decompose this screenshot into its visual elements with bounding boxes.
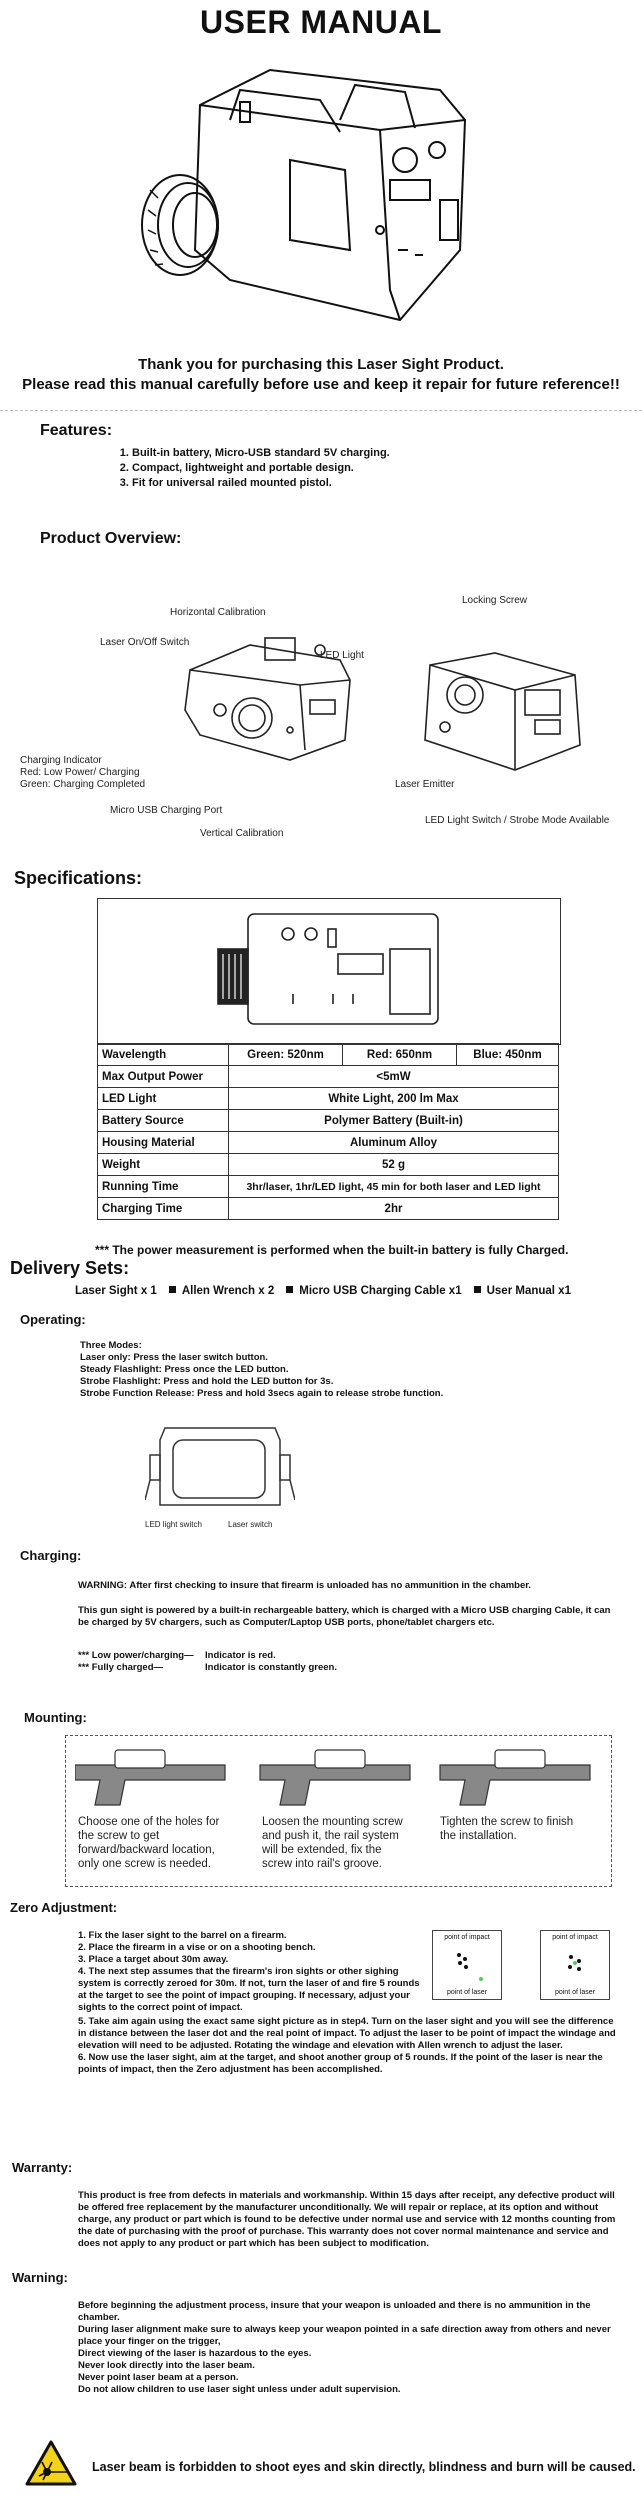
spec-row <box>98 1110 559 1132</box>
label-micro-usb-port: Micro USB Charging Port <box>110 805 223 816</box>
spec-row <box>98 1088 559 1110</box>
spec-label: Weight <box>98 1154 229 1176</box>
zero-step: 3. Place a target about 30m away. <box>78 1954 229 1965</box>
mounting-step-3: Tighten the screw to finish the installation. <box>440 1816 574 1842</box>
features-heading: Features: <box>40 422 113 439</box>
spec-image-frame <box>97 898 561 1045</box>
laser-dot <box>479 1977 483 1981</box>
warning-line: Never point laser beam at a person. <box>78 2372 239 2383</box>
features-list <box>118 446 390 491</box>
spec-row <box>98 1044 559 1066</box>
operating-line: Three Modes: <box>80 1340 142 1351</box>
mounting-step-1: Choose one of the holes for the screw to get forward/backward location, only one screw is needed. <box>78 1816 220 1870</box>
impact-dot <box>568 1965 572 1969</box>
label-led-switch: LED light switch <box>145 1520 202 1529</box>
warning-line: Never look directly into the laser beam. <box>78 2360 255 2371</box>
feature-item: 2. Compact, lightweight and portable design. <box>132 461 390 476</box>
warning-line: Do not allow children to use laser sight unless under adult supervision. <box>78 2384 401 2395</box>
impact-dot <box>464 1965 468 1969</box>
label-horizontal-calibration: Horizontal Calibration <box>170 607 266 618</box>
charging-body: This gun sight is powered by a built-in rechargeable battery, which is charged with a Micro USB charging Cable, it can be charged by 5V chargers, such as Computer/Laptop USB ports, phone/tablet chargers etc. <box>78 1605 611 1628</box>
spec-value: Green: 520nm <box>229 1044 343 1066</box>
bullet-square-icon <box>474 1286 481 1293</box>
impact-dot <box>457 1953 461 1957</box>
impact-dot <box>577 1959 581 1963</box>
intro-text <box>0 355 642 395</box>
laser-sight-illustration <box>140 50 510 335</box>
spec-value: Aluminum Alloy <box>229 1132 559 1154</box>
poi-label: point of impact <box>552 1934 598 1941</box>
intro-line-1: Thank you for purchasing this Laser Sight Product. <box>138 356 504 373</box>
charging-indicator-red: Red: Low Power/ Charging <box>20 767 140 778</box>
operating-line: Strobe Flashlight: Press and hold the LED button for 3s. <box>80 1376 334 1387</box>
charging-low-value: Indicator is red. <box>205 1650 276 1661</box>
charging-warning: WARNING: After first checking to insure that firearm is unloaded has no ammunition in the chamber. <box>78 1580 532 1591</box>
spec-value: Red: 650nm <box>343 1044 457 1066</box>
warning-line: Direct viewing of the laser is hazardous to the eyes. <box>78 2348 312 2359</box>
spec-label: Wavelength <box>98 1044 229 1066</box>
spec-label: Running Time <box>98 1176 229 1198</box>
label-led-light: LED Light <box>320 650 364 661</box>
zero-step: 6. Now use the laser sight, aim at the target, and shoot another group of 5 rounds. If the point of the laser is near the points of impact, then the Zero adjustment has been accomplished. <box>78 2052 603 2075</box>
laser-hazard-icon <box>25 2440 77 2486</box>
warning-line: Before beginning the adjustment process, insure that your weapon is unloaded and there is no ammunition in the chamber. <box>78 2300 591 2323</box>
spec-label: LED Light <box>98 1088 229 1110</box>
spec-value: White Light, 200 lm Max <box>229 1088 559 1110</box>
zero-heading: Zero Adjustment: <box>10 1900 118 1915</box>
charging-indicator-title: Charging Indicator <box>20 755 102 766</box>
manual-title: USER MANUAL <box>200 4 442 40</box>
overview-device-right <box>405 635 595 780</box>
spec-row <box>98 1066 559 1088</box>
delivery-item: Allen Wrench x 2 <box>181 1285 275 1297</box>
impact-dot <box>569 1955 573 1959</box>
bullet-square-icon <box>286 1286 293 1293</box>
overview-heading: Product Overview: <box>40 530 182 547</box>
mounting-step-2: Loosen the mounting screw and push it, the rail system will be extended, fix the screw into rail's groove. <box>262 1816 403 1870</box>
spec-label: Battery Source <box>98 1110 229 1132</box>
spec-device-illustration <box>98 899 558 1042</box>
spec-label: Max Output Power <box>98 1066 229 1088</box>
operating-heading: Operating: <box>20 1312 86 1327</box>
label-vertical-calibration: Vertical Calibration <box>200 828 284 839</box>
delivery-item: Laser Sight x 1 <box>75 1285 157 1297</box>
impact-dot <box>458 1961 462 1965</box>
operating-line: Strobe Function Release: Press and hold 3secs again to release strobe function. <box>80 1388 444 1399</box>
target-after <box>540 1930 610 2000</box>
zero-steps-short <box>78 1930 428 2014</box>
pol-label: point of laser <box>446 1989 488 1996</box>
feature-item: 3. Fit for universal railed mounted pistol. <box>132 476 390 491</box>
intro-line-2: Please read this manual carefully before use and keep it repair for future reference!! <box>22 376 620 393</box>
feature-item: 1. Built-in battery, Micro-USB standard 5V charging. <box>132 446 390 461</box>
spec-value: 2hr <box>229 1198 559 1220</box>
laser-dot <box>573 1961 577 1965</box>
mounting-heading: Mounting: <box>24 1710 87 1725</box>
spec-value: 52 g <box>229 1154 559 1176</box>
impact-dot <box>577 1967 581 1971</box>
label-led-switch-strobe: LED Light Switch / Strobe Mode Available <box>425 815 610 826</box>
zero-step: 4. The next step assumes that the firearm's iron sights or other sighing system is correctly zeroed for 30m. If not, turn the laser of and fire 5 rounds at the target to see the point of impact grouping. If necessary, adjust your sights to the correct point of impact. <box>78 1966 420 2013</box>
spec-row <box>98 1154 559 1176</box>
zero-step: 5. Take aim again using the exact same sight picture as in step4. Turn on the laser sight and you will see the difference in distance between the laser dot and the real point of impact. To adjust the laser to be point of impact the windage and elevation will need to be adjusted. Rotating the windage and elevation with Allen wrench to adjust the laser. <box>78 2016 616 2051</box>
spec-value: Polymer Battery (Built-in) <box>229 1110 559 1132</box>
poi-label: point of impact <box>444 1934 490 1941</box>
label-charging-indicator <box>20 755 145 791</box>
specifications-table <box>97 1043 559 1220</box>
zero-steps-long <box>78 2016 623 2076</box>
warranty-heading: Warranty: <box>12 2160 73 2175</box>
spec-value: 3hr/laser, 1hr/LED light, 45 min for both laser and LED light <box>229 1176 559 1198</box>
mounting-illustrations <box>75 1745 595 1815</box>
label-laser-emitter: Laser Emitter <box>395 779 455 790</box>
charging-low-label: *** Low power/charging— <box>78 1650 194 1661</box>
spec-row <box>98 1198 559 1220</box>
bullet-square-icon <box>169 1286 176 1293</box>
delivery-heading: Delivery Sets: <box>10 1258 130 1278</box>
spec-row <box>98 1176 559 1198</box>
operating-line: Steady Flashlight: Press once the LED button. <box>80 1364 289 1375</box>
warning-heading: Warning: <box>12 2270 68 2285</box>
charging-full-label: *** Fully charged— <box>78 1662 163 1673</box>
spec-value: Blue: 450nm <box>457 1044 559 1066</box>
label-laser-switch-op: Laser switch <box>228 1520 273 1529</box>
warning-body <box>78 2300 623 2396</box>
charging-heading: Charging: <box>20 1548 82 1563</box>
overview-device-left <box>170 620 370 770</box>
charging-indicator-green: Green: Charging Completed <box>20 779 146 790</box>
zero-step: 1. Fix the laser sight to the barrel on a firearm. <box>78 1930 287 1941</box>
specifications-heading: Specifications: <box>14 868 143 888</box>
warranty-body: This product is free from defects in materials and workmanship. Within 15 days after receipt, any defective product will be offered free replacement by the manufacturer unconditionally. We will repair or replace, at its option and without charge, any product or part which is found to be defective under normal use and service with 12 months counting from the date of purchasing with the proof of purchase. This warranty does not cover normal maintenance and service and does not apply to any product or part which has been subject to modification. <box>78 2190 616 2249</box>
delivery-item: Micro USB Charging Cable x1 <box>299 1285 462 1297</box>
delivery-list <box>75 1285 571 1297</box>
operating-line: Laser only: Press the laser switch button. <box>80 1352 268 1363</box>
operating-text <box>80 1340 443 1400</box>
zero-step: 2. Place the firearm in a vise or on a shooting bench. <box>78 1942 316 1953</box>
label-locking-screw: Locking Screw <box>462 595 528 606</box>
warning-footer: Laser beam is forbidden to shoot eyes and skin directly, blindness and burn will be caused. <box>92 2460 636 2474</box>
target-before <box>432 1930 502 2000</box>
spec-label: Charging Time <box>98 1198 229 1220</box>
spec-row <box>98 1132 559 1154</box>
label-laser-switch: Laser On/Off Switch <box>100 637 190 648</box>
spec-label: Housing Material <box>98 1132 229 1154</box>
warning-line: During laser alignment make sure to always keep your weapon pointed in a safe direction away from others and never place your finger on the trigger, <box>78 2324 611 2347</box>
pol-label: point of laser <box>554 1989 596 1996</box>
charging-full-value: Indicator is constantly green. <box>205 1662 337 1673</box>
delivery-item: User Manual x1 <box>486 1285 571 1297</box>
operating-switch-illustration <box>145 1420 295 1520</box>
divider <box>0 410 642 411</box>
spec-note: *** The power measurement is performed when the built-in battery is fully Charged. <box>95 1243 569 1257</box>
impact-dot <box>463 1957 467 1961</box>
spec-value: <5mW <box>229 1066 559 1088</box>
